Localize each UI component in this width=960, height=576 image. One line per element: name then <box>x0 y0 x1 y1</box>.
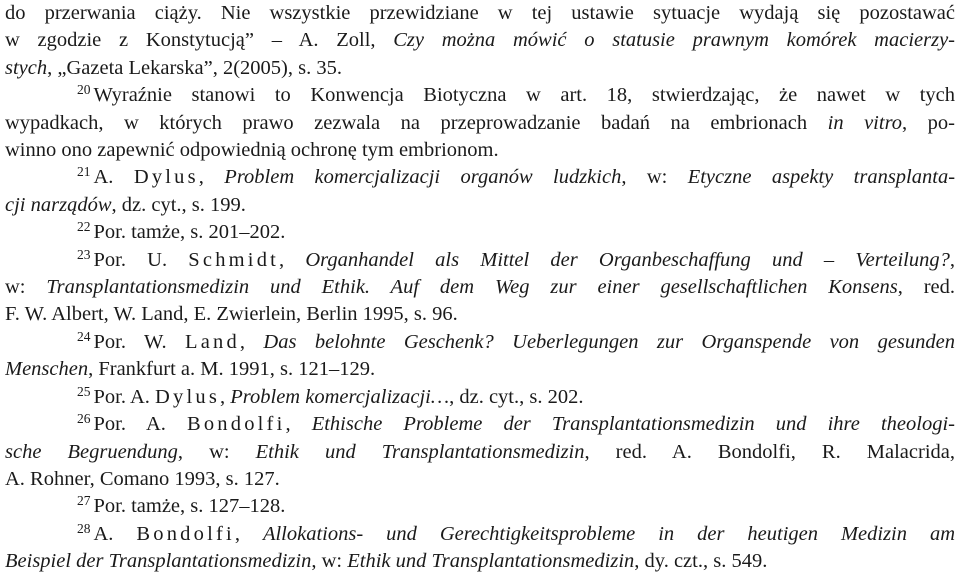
italic-title: Ethik und Transplantationsmedizin <box>255 440 585 463</box>
footnote-number: 27 <box>77 493 91 509</box>
text-segment: , <box>198 166 225 189</box>
italic-title: stych <box>5 56 48 79</box>
footnote-line <box>5 329 955 356</box>
italic-title: Problem komercjalizacji… <box>230 385 450 408</box>
italic-title: Ethische Probleme der Transplantationsmedizin und ihre theologi- <box>311 413 955 436</box>
text-segment: , <box>279 248 306 271</box>
footnote-number: 20 <box>77 82 91 98</box>
text-segment: , w: <box>621 166 688 189</box>
text-segment: Por. U. <box>93 248 189 271</box>
text-segment: , Frankfurt a. M. 1991, s. 121–129. <box>88 358 376 381</box>
footnote-line <box>5 411 955 438</box>
text-segment: , red. A. Bondolfi, R. Malacrida, <box>584 440 955 463</box>
text-segment: , <box>239 330 264 353</box>
text-segment: , <box>949 248 955 271</box>
text-line <box>5 55 955 82</box>
text-segment: , dy. czt., s. 549. <box>634 550 768 573</box>
text-segment: wypadkach, w których prawo zezwala na przeprowadzanie badań na embrionach <box>5 111 828 134</box>
text-segment: , w: <box>177 440 256 463</box>
text-segment: Por. A. <box>93 385 156 408</box>
text-segment: , „Gazeta Lekarska”, 2(2005), s. 35. <box>47 56 342 79</box>
text-segment: , po- <box>902 111 955 134</box>
text-segment: Wyraźnie stanowi to Konwencja Biotyczna w art. 18, stwierdzając, że nawet w tych <box>93 84 955 107</box>
footnote-line <box>5 384 955 411</box>
text-line <box>5 110 955 137</box>
footnote-number: 28 <box>77 520 91 536</box>
footnote-line <box>5 247 955 274</box>
text-segment: F. W. Albert, W. Land, E. Zwierlein, Berlin 1995, s. 96. <box>5 303 458 326</box>
text-segment: w: <box>5 276 47 299</box>
author-name: Dylus <box>133 166 199 189</box>
italic-title: Das belohnte Geschenk? Ueberlegungen zur Organspende von gesunden <box>263 330 955 353</box>
text-line <box>5 192 955 219</box>
footnote-number: 21 <box>77 164 91 180</box>
text-line <box>5 301 955 328</box>
italic-title: Organhandel als Mittel der Organbeschaffung und – Verteilung? <box>305 248 950 271</box>
footnote-number: 22 <box>77 219 91 235</box>
text-segment: Por. tamże, s. 127–128. <box>93 495 286 518</box>
text-line <box>5 0 955 27</box>
text-segment: , <box>220 385 231 408</box>
footnote-number: 24 <box>77 328 91 344</box>
text-segment: , dz. cyt., s. 199. <box>111 193 246 216</box>
text-segment: Por. A. <box>93 413 187 436</box>
footnote-line <box>5 521 955 548</box>
italic-title: Etyczne aspekty transplanta- <box>687 166 955 189</box>
text-line <box>5 439 955 466</box>
footnote-line <box>5 493 955 520</box>
author-name: Schmidt <box>188 248 280 271</box>
text-segment: A. <box>93 166 134 189</box>
text-line <box>5 274 955 301</box>
text-line <box>5 466 955 493</box>
footnote-number: 26 <box>77 411 91 427</box>
text-line <box>5 27 955 54</box>
italic-title: Czy można mówić o statusie prawnym komórek macierzy- <box>393 29 955 52</box>
text-segment: A. <box>93 522 137 545</box>
text-segment: Por. W. <box>93 330 185 353</box>
italic-title: Beispiel der Transplantationsmedizin <box>5 550 312 573</box>
italic-title: Problem komercjalizacji organów ludzkich <box>224 166 622 189</box>
italic-title: Allokations- und Gerechtigkeitsprobleme in der heutigen Medizin am <box>262 522 955 545</box>
footnote-line <box>5 219 955 246</box>
italic-title: in vitro <box>827 111 903 134</box>
text-segment: , dz. cyt., s. 202. <box>449 385 584 408</box>
text-line <box>5 548 955 575</box>
text-segment: do przerwania ciąży. Nie wszystkie przewidziane w tej ustawie sytuacje wydają się pozostawać <box>5 2 955 24</box>
italic-title: Ethik und Transplantationsmedizin <box>347 550 635 573</box>
text-segment: , w: <box>311 550 348 573</box>
text-segment: , <box>234 522 263 545</box>
text-line <box>5 137 955 164</box>
text-line <box>5 356 955 383</box>
text-segment: w zgodzie z Konstytucją” – A. Zoll, <box>5 29 394 52</box>
italic-title: Menschen <box>5 358 89 381</box>
text-segment: winno ono zapewnić odpowiednią ochronę tym embrionom. <box>5 139 499 162</box>
text-segment: , <box>285 413 312 436</box>
italic-title: cji narządów <box>5 193 112 216</box>
footnote-number: 25 <box>77 383 91 399</box>
footnote-number: 23 <box>77 246 91 262</box>
author-name: Dylus <box>155 385 221 408</box>
author-name: Bondolfi <box>186 413 286 436</box>
text-segment: A. Rohner, Comano 1993, s. 127. <box>5 467 280 490</box>
footnote-line <box>5 164 955 191</box>
italic-title: sche Begruendung <box>5 440 178 463</box>
text-segment: , red. <box>897 276 955 299</box>
italic-title: Transplantationsmedizin und Ethik. Auf dem Weg zur einer gesellschaftlichen Konsens <box>46 276 898 299</box>
author-name: Bondolfi <box>136 522 235 545</box>
author-name: Land <box>184 330 240 353</box>
footnote-line <box>5 82 955 109</box>
text-segment: Por. tamże, s. 201–202. <box>93 221 286 244</box>
